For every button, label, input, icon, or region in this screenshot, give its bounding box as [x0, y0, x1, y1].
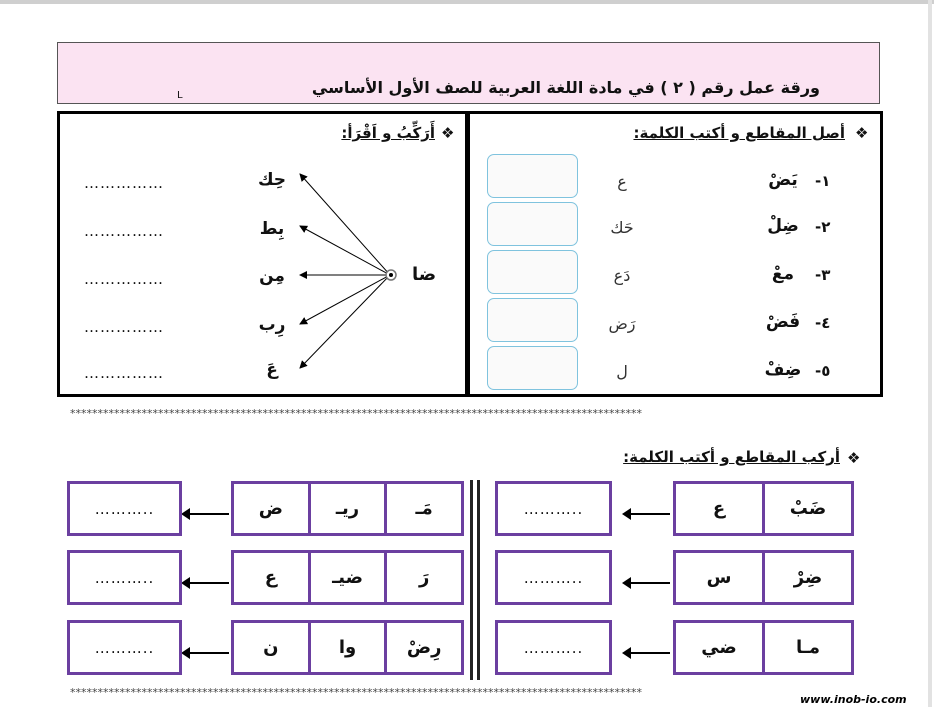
middle-divider — [477, 480, 480, 680]
syllable-box — [231, 550, 464, 605]
row-part: ع — [617, 172, 627, 191]
right-edge — [928, 0, 932, 707]
syllable-cell: ريـ — [308, 484, 385, 533]
answer-dots[interactable]: …………… — [84, 222, 164, 240]
syllable-cell: وا — [308, 623, 385, 672]
row-part: رَض — [608, 314, 636, 333]
compose-heading: أَرَكِّبُ و اَقْرَأ: — [341, 124, 435, 142]
syllable-box — [231, 481, 464, 536]
syllable-cell: ن — [263, 637, 279, 658]
answer-box[interactable] — [487, 202, 578, 246]
row-part: حَك — [610, 218, 634, 237]
compose-syllable: حِك — [257, 170, 287, 190]
middle-divider — [470, 480, 473, 680]
answer-box[interactable] — [487, 154, 578, 198]
answer-dots[interactable]: …………… — [84, 364, 164, 382]
syllable-cell: ضي — [701, 637, 737, 658]
row-word: يَضْ — [768, 170, 798, 190]
syllable-cell: ضيـ — [308, 553, 385, 602]
arrow-line — [300, 275, 390, 368]
top-edge — [0, 0, 934, 4]
syllable-cell: ض — [258, 498, 283, 519]
footer-url[interactable]: www.inob-io.com — [800, 693, 907, 706]
left-arrow-icon — [630, 652, 670, 654]
row-part: ل — [616, 362, 628, 381]
row-number: ٣- — [815, 266, 831, 284]
center-syllable: ضا — [412, 264, 437, 285]
row-word: معْ — [771, 264, 795, 284]
compose-syllable: عَ — [266, 360, 278, 380]
exercise-frame — [57, 111, 883, 397]
syllable-cell: مـا — [762, 623, 851, 672]
syllable-box — [673, 550, 854, 605]
star-separator: ******************************************************************************************************** — [70, 686, 642, 696]
word-answer-box[interactable] — [495, 481, 612, 536]
row-word: ضِلْ — [767, 216, 799, 236]
arrow-line — [300, 174, 390, 275]
answer-dots: ……….. — [523, 568, 584, 587]
row-number: ١- — [815, 172, 831, 190]
syllable-box — [673, 620, 854, 675]
word-answer-box[interactable] — [67, 620, 182, 675]
row-word: فَضْ — [765, 312, 801, 332]
exercise-divider — [465, 111, 470, 397]
row-word: ضِفْ — [764, 360, 802, 380]
syllable-cell: مَـ — [384, 484, 461, 533]
connect-heading: أصل المقاطع و أكتب الكلمة: — [633, 124, 845, 142]
diamond-bullet-icon: ❖ — [847, 449, 861, 467]
syllable-cell: رِضْ — [384, 623, 461, 672]
answer-dots: ……….. — [94, 568, 155, 587]
row-number: ٥- — [815, 362, 831, 380]
diamond-bullet-icon: ❖ — [441, 124, 455, 142]
row-number: ٢- — [815, 218, 831, 236]
answer-dots: ……….. — [94, 638, 155, 657]
syllable-cell: س — [706, 567, 732, 588]
syllable-cell: رَ — [384, 553, 461, 602]
word-answer-box[interactable] — [67, 481, 182, 536]
answer-dots[interactable]: …………… — [84, 270, 164, 288]
answer-box[interactable] — [487, 346, 578, 390]
arrow-line — [300, 226, 390, 275]
answer-dots: ……….. — [523, 499, 584, 518]
syllable-box — [231, 620, 464, 675]
answer-box[interactable] — [487, 298, 578, 342]
header-mark: L — [177, 90, 183, 101]
row-number: ٤- — [815, 314, 831, 332]
left-arrow-icon — [189, 652, 229, 654]
syllable-cell: ضَبْ — [762, 484, 851, 533]
page-title: ورقة عمل رقم ( ٢ ) في مادة اللغة العربية للصف الأول الأساسي — [311, 78, 820, 97]
answer-dots: ……….. — [523, 638, 584, 657]
syllable-cell: ضِرْ — [762, 553, 851, 602]
star-separator: ******************************************************************************************************** — [70, 407, 642, 417]
left-arrow-icon — [630, 513, 670, 515]
arrow-line — [300, 275, 390, 324]
compose-syllable: مِن — [259, 266, 285, 286]
word-answer-box[interactable] — [67, 550, 182, 605]
row-part: دَع — [613, 266, 631, 285]
build-heading: أركب المقاطع و أكتب الكلمة: — [623, 448, 840, 466]
left-arrow-icon — [630, 582, 670, 584]
left-arrow-icon — [189, 582, 229, 584]
word-answer-box[interactable] — [495, 550, 612, 605]
answer-dots[interactable]: …………… — [84, 318, 164, 336]
answer-box[interactable] — [487, 250, 578, 294]
answer-dots[interactable]: …………… — [84, 174, 164, 192]
syllable-cell: ع — [264, 567, 277, 588]
compose-syllable: رِب — [258, 315, 286, 335]
syllable-cell: ع — [712, 498, 726, 519]
syllable-box — [673, 481, 854, 536]
word-answer-box[interactable] — [495, 620, 612, 675]
diamond-bullet-icon: ❖ — [855, 124, 869, 142]
answer-dots: ……….. — [94, 499, 155, 518]
left-arrow-icon — [189, 513, 229, 515]
compose-syllable: بِط — [259, 219, 285, 239]
